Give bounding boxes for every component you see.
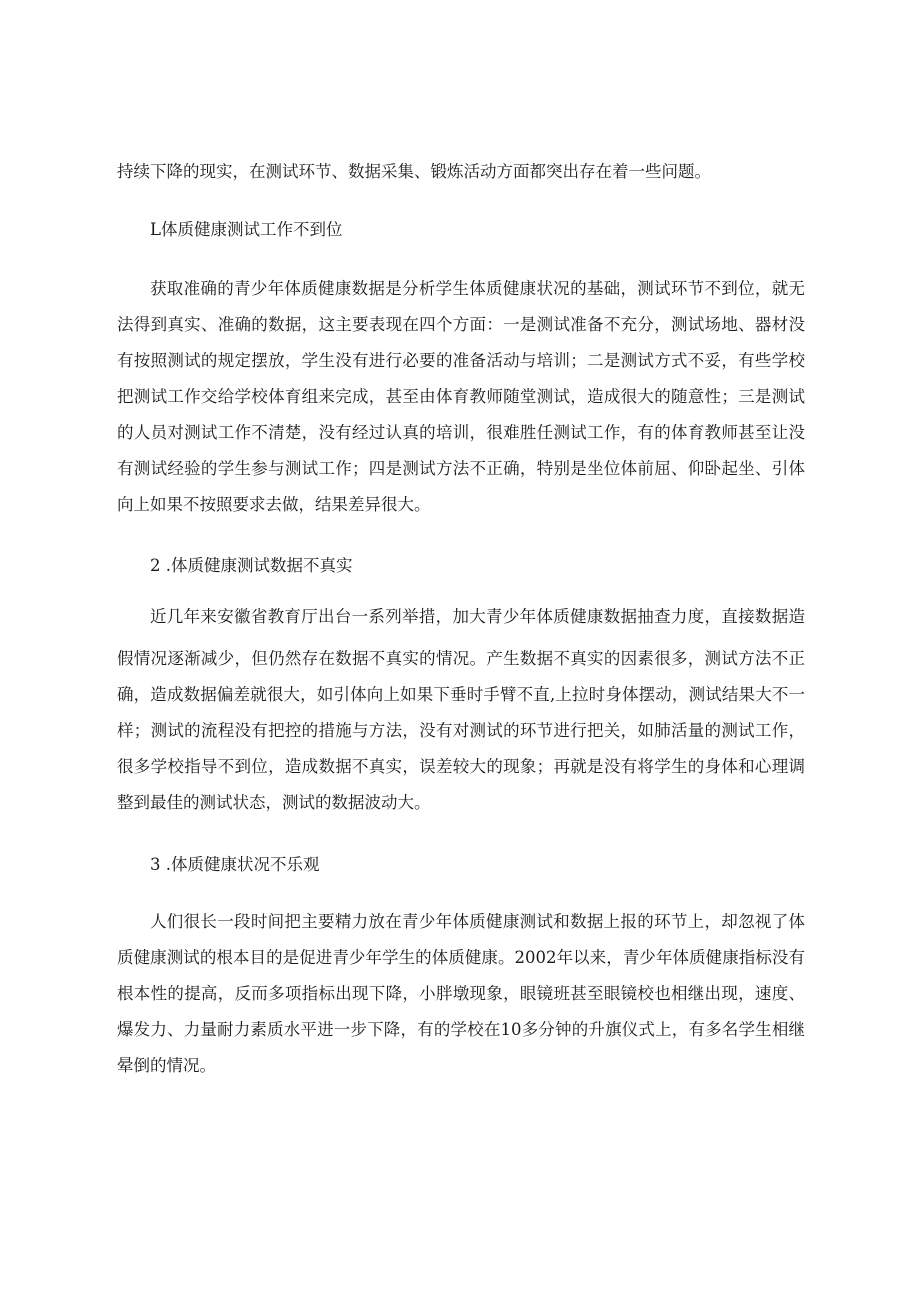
paragraph-line: 有测试经验的学生参与测试工作；四是测试方法不正确，特别是坐位体前屈、仰卧起坐、引体	[117, 459, 805, 478]
section-heading-1: L体质健康测试工作不到位	[150, 220, 343, 239]
paragraph-line: 确，造成数据偏差就很大，如引体向上如果下垂时手臂不直,上拉时身体摆动，测试结果大不一	[117, 685, 805, 704]
paragraph-line: 很多学校指导不到位，造成数据不真实，误差较大的现象；再就是没有将学生的身体和心理调	[117, 757, 805, 776]
section-heading-3: 3 .体质健康状况不乐观	[150, 855, 320, 874]
paragraph-line: 质健康测试的根本目的是促进青少年学生的体质健康。2002年以来，青少年体质健康指标没有	[117, 948, 805, 967]
paragraph-line: 有按照测试的规定摆放，学生没有进行必要的准备活动与培训；二是测试方式不妥，有些学校	[117, 351, 805, 370]
paragraph-line: 法得到真实、准确的数据，这主要表现在四个方面：一是测试准备不充分，测试场地、器材没	[117, 315, 805, 334]
paragraph-line: 整到最佳的测试状态，测试的数据波动大。	[117, 793, 431, 812]
paragraph-line: 爆发力、力量耐力素质水平进一步下降，有的学校在10多分钟的升旗仪式上，有多名学生相继	[117, 1020, 805, 1039]
paragraph-line: 向上如果不按照要求去做，结果差异很大。	[117, 495, 431, 514]
paragraph-line: 根本性的提高，反而多项指标出现下降，小胖墩现象，眼镜班甚至眼镜校也相继出现，速度、	[117, 984, 805, 1003]
paragraph-line: 近几年来安徽省教育厅出台一系列举措，加大青少年体质健康数据抽查力度，直接数据造	[150, 607, 805, 626]
paragraph-line: 把测试工作交给学校体育组来完成，甚至由体育教师随堂测试，造成很大的随意性；三是测试	[117, 387, 805, 406]
paragraph-line: 假情况逐渐减少，但仍然存在数据不真实的情况。产生数据不真实的因素很多，测试方法不正	[117, 649, 805, 668]
paragraph-line: 获取准确的青少年体质健康数据是分析学生体质健康状况的基础，测试环节不到位，就无	[150, 279, 805, 298]
paragraph-line: 的人员对测试工作不清楚，没有经过认真的培训，很难胜任测试工作，有的体育教师甚至让没	[117, 423, 805, 442]
paragraph-line: 人们很长一段时间把主要精力放在青少年体质健康测试和数据上报的环节上，却忽视了体	[150, 912, 805, 931]
paragraph-line: 样；测试的流程没有把控的措施与方法，没有对测试的环节进行把关，如肺活量的测试工作，	[117, 721, 805, 740]
paragraph-line: 晕倒的情况。	[117, 1056, 216, 1075]
intro-line: 持续下降的现实，在测试环节、数据采集、锻炼活动方面都突出存在着一些问题。	[117, 162, 711, 181]
section-heading-2: 2 .体质健康测试数据不真实	[150, 556, 353, 575]
